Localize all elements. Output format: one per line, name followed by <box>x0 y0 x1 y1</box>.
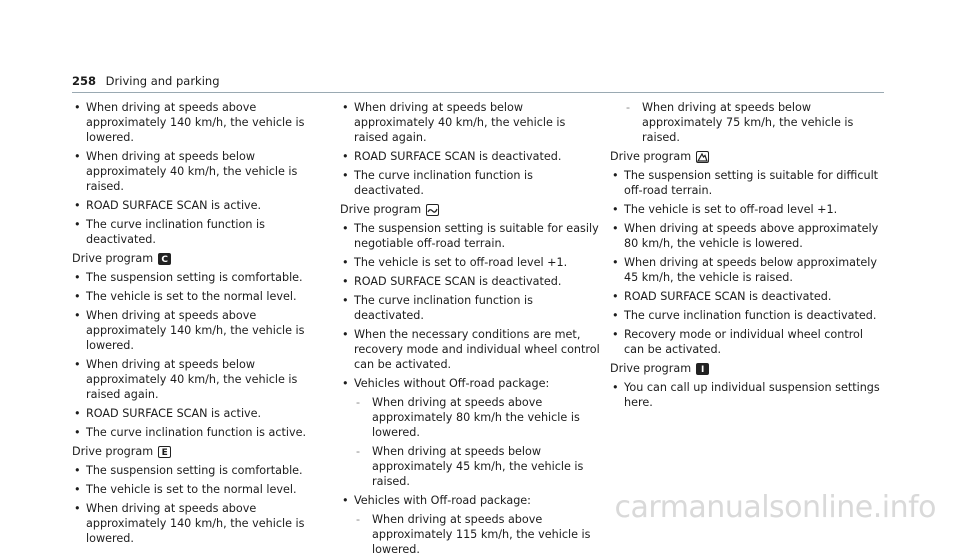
list-item: • When driving at speeds above approximately 140 km/h, the vehicle is lowered. <box>72 100 330 145</box>
list-item: • The vehicle is set to the normal level. <box>72 482 330 497</box>
list-item: • The suspension setting is comfortable. <box>72 463 330 478</box>
column-1 <box>72 100 330 546</box>
list-item: • When driving at speeds above approximately 140 km/h, the vehicle is lowered. <box>72 308 330 353</box>
drive-program-trail-heading <box>340 202 602 217</box>
header-divider <box>72 92 884 93</box>
list-item: • When driving at speeds below approximately 40 km/h, the vehicle is raised again. <box>340 100 602 145</box>
list-item: • The curve inclination function is active. <box>72 425 330 440</box>
heading-label: Drive program <box>610 150 692 163</box>
list-item: • The curve inclination function is deactivated. <box>610 308 880 323</box>
list-item: • When driving at speeds below approximately 40 km/h, the vehicle is raised. <box>72 149 330 194</box>
list-item: • The curve inclination function is deactivated. <box>340 168 602 198</box>
list-item: • When the necessary conditions are met, recovery mode and individual wheel control can be activated. <box>340 327 602 372</box>
heading-label: Drive program <box>340 203 422 216</box>
page-number: 258 <box>72 74 97 88</box>
trail-mode-icon <box>426 204 439 216</box>
sub-list-item: - When driving at speeds above approximately 80 km/h the vehicle is lowered. <box>340 395 602 440</box>
list-item: • The suspension setting is suitable for difficult off-road terrain. <box>610 168 880 198</box>
list-item: • Vehicles without Off-road package: <box>340 376 602 391</box>
page-header <box>72 74 220 88</box>
sub-list-item: - When driving at speeds below approximately 45 km/h, the vehicle is raised. <box>340 444 602 489</box>
individual-mode-icon: I <box>696 363 709 375</box>
sub-list-item: - When driving at speeds above approximately 115 km/h, the vehicle is lowered. <box>340 512 602 557</box>
comfort-mode-icon: C <box>158 253 171 265</box>
list-item: • When driving at speeds below approximately 40 km/h, the vehicle is raised again. <box>72 357 330 402</box>
list-item: • The vehicle is set to off-road level +1. <box>340 255 602 270</box>
list-item: • The curve inclination function is deactivated. <box>340 293 602 323</box>
list-item: • When driving at speeds above approximately 140 km/h, the vehicle is lowered. <box>72 501 330 546</box>
list-item: • The vehicle is set to the normal level. <box>72 289 330 304</box>
list-item: • ROAD SURFACE SCAN is deactivated. <box>340 149 602 164</box>
drive-program-eco-heading <box>72 444 330 459</box>
list-item: • Vehicles with Off-road package: <box>340 493 602 508</box>
heading-label: Drive program <box>72 252 154 265</box>
heading-label: Drive program <box>72 445 154 458</box>
section-title: Driving and parking <box>105 74 220 88</box>
sub-list-item: - When driving at speeds below approximately 75 km/h, the vehicle is raised. <box>610 100 880 145</box>
list-item: • You can call up individual suspension settings here. <box>610 380 880 410</box>
list-item: • The vehicle is set to off-road level +1. <box>610 202 880 217</box>
list-item: • ROAD SURFACE SCAN is active. <box>72 198 330 213</box>
column-3 <box>610 100 880 410</box>
list-item: • The suspension setting is comfortable. <box>72 270 330 285</box>
drive-program-rock-heading <box>610 149 880 164</box>
drive-program-individual-heading <box>610 361 880 376</box>
heading-label: Drive program <box>610 362 692 375</box>
list-item: • Recovery mode or individual wheel control can be activated. <box>610 327 880 357</box>
list-item: • ROAD SURFACE SCAN is deactivated. <box>610 289 880 304</box>
rock-mode-icon <box>696 151 709 163</box>
watermark: carmanualsonline.info <box>614 490 936 525</box>
list-item: • The curve inclination function is deactivated. <box>72 217 330 247</box>
list-item: • ROAD SURFACE SCAN is active. <box>72 406 330 421</box>
eco-mode-icon: E <box>158 446 171 458</box>
list-item: • The suspension setting is suitable for easily negotiable off-road terrain. <box>340 221 602 251</box>
list-item: • When driving at speeds above approximately 80 km/h, the vehicle is lowered. <box>610 221 880 251</box>
column-2 <box>340 100 602 557</box>
drive-program-comfort-heading <box>72 251 330 266</box>
list-item: • ROAD SURFACE SCAN is deactivated. <box>340 274 602 289</box>
list-item: • When driving at speeds below approximately 45 km/h, the vehicle is raised. <box>610 255 880 285</box>
